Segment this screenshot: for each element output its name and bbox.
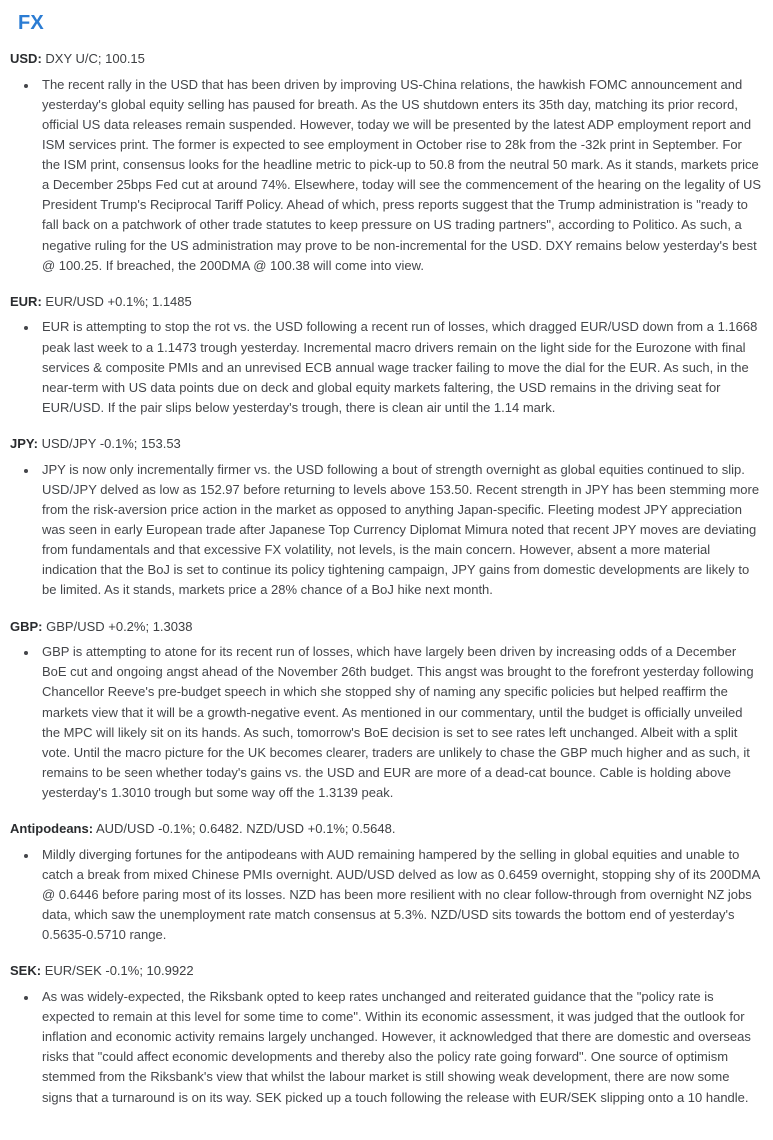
section-header [10,819,765,839]
section-jpy [8,434,765,600]
section-header [10,617,765,637]
currency-label: JPY: [10,436,38,452]
bullet-item: • EUR is attempting to stop the rot vs. the USD following a recent run of losses, which dragged EUR/USD down from a 1.1668 peak last week to a 1.1473 trough yesterday. Incremental macro drivers remain on the light side for the Eurozone with final services & composite PMIs and an unrevised ECB annual wage tracker failing to move the dial for the EUR. As such, in the near-term with US data points due on deck and global equity markets faltering, the USD remains in the driving seat for EUR/USD. If the pair slips below yesterday's trough, there is clean air until the 1.14 mark. [38,317,765,418]
currency-label: SEK: [10,963,42,979]
bullet-list [8,460,765,601]
section-antipodeans [8,819,765,945]
currency-label: Antipodeans: [10,821,94,837]
section-usd [8,49,765,276]
page-title: FX [18,12,44,34]
bullet-item: • Mildly diverging fortunes for the antipodeans with AUD remaining hampered by the selling in global equities and unable to catch a break from mixed Chinese PMIs overnight. AUD/USD delved as low as 0.6459 overnight, stopping shy of its 200DMA @ 0.6446 before paring most of its losses. NZD has been more resilient with no clear follow-through from overnight NZ jobs data, which saw the unemployment rate match consensus at 5.3%. NZD/USD sits towards the bottom end of yesterday's 0.5635-0.5710 range. [38,845,765,946]
bullet-item: • JPY is now only incrementally firmer vs. the USD following a bout of strength overnight as global equities continued to slip. USD/JPY delved as low as 152.97 before returning to levels above 153.50. Recent strength in JPY has been stemming more from the risk-aversion price action in the market as opposed to anything Japan-specific. Fleeting modest JPY appreciation was seen in early European trade after Japanese Top Currency Diplomat Mimura noted that recent JPY moves are deviating from fundamentals and that excessive FX volatility, not levels, is the main concern. However, absent a more material indication that the BoJ is set to continue its policy tightening campaign, JPY gains from domestic developments are likely to be limited. As it stands, markets price a 28% chance of a BoJ hike next month. [38,460,765,601]
section-header [10,434,765,454]
section-eur [8,292,765,418]
currency-label: EUR: [10,293,42,309]
section-header [10,292,765,312]
rate-info: USD/JPY -0.1%; 153.53 [41,436,181,452]
bullet-list [8,75,765,276]
rate-info: EUR/USD +0.1%; 1.1485 [45,293,192,309]
bullet-item: • As was widely-expected, the Riksbank opted to keep rates unchanged and reiterated guidance that the "policy rate is expected to remain at this level for some time to come". Within its economic assessment, it was judged that the outlook for inflation and economic activity remains largely unchanged. However, it acknowledged that there are domestic and overseas risks that "could affect economic developments and thereby also the policy rate going forward". One source of optimism stemmed from the Riksbank's view that whilst the labour market is still showing weak development, there are now some signs that a turnaround is on its way. SEK picked up a touch following the release with EUR/SEK slipping onto a 10 handle. [38,987,765,1108]
rate-info: AUD/USD -0.1%; 0.6482. NZD/USD +0.1%; 0.5648. [95,821,396,837]
bullet-list [8,642,765,803]
bullet-list [8,845,765,946]
section-header [10,49,765,69]
bullet-item: • GBP is attempting to atone for its recent run of losses, which have largely been driven by increasing odds of a December BoE cut and ongoing angst ahead of the November 26th budget. This angst was brought to the forefront yesterday following Chancellor Reeve's pre-budget speech in which she stopped shy of naming any specific policies but helped reaffirm the markets view that it will be a growth-negative event. As mentioned in our commentary, until the budget is officially unveiled the MPC will likely sit on its hands. As such, tomorrow's BoE decision is set to see rates left unchanged. Albeit with a split vote. Until the macro picture for the UK becomes clearer, traders are unlikely to chase the GBP much higher and as such, it remains to be seen whether today's gains vs. the USD and EUR are more of a dead-cat bounce. Cable is holding above yesterday's 1.3010 trough but some way off the 1.3139 peak. [38,642,765,803]
currency-label: USD: [10,51,42,66]
section-sek [8,961,765,1107]
currency-label: GBP: [10,618,43,634]
bullet-list [8,317,765,418]
rate-info: DXY U/C; 100.15 [45,51,145,66]
bullet-list [8,987,765,1108]
rate-info: EUR/SEK -0.1%; 10.9922 [44,963,194,979]
bullet-item: • The recent rally in the USD that has been driven by improving US-China relations, the hawkish FOMC announcement and yesterday's global equity selling has paused for breath. As the US shutdown enters its 35th day, matching its prior record, official US data releases remain suspended. However, today we will be presented by the latest ADP employment report and ISM services print. The former is expected to see employment in October rise to 28k from the -32k print in September. For the ISM print, consensus looks for the headline metric to pick-up to 50.8 from the neutral 50 mark. As it stands, markets price a December 25bps Fed cut at around 74%. Elsewhere, today will see the commencement of the hearing on the legality of US President Trump's Reciprocal Tariff Policy. Ahead of which, press reports suggest that the Trump administration is "ready to fall back on a patchwork of other trade statutes to keep pressure on US trading partners", according to Politico. As such, a negative ruling for the US administration may prove to be non-incremental for the USD. DXY remains below yesterday's best @ 100.25. If breached, the 200DMA @ 100.38 will come into view. [38,75,765,276]
section-gbp [8,617,765,804]
rate-info: GBP/USD +0.2%; 1.3038 [46,618,193,634]
section-header [10,961,765,981]
